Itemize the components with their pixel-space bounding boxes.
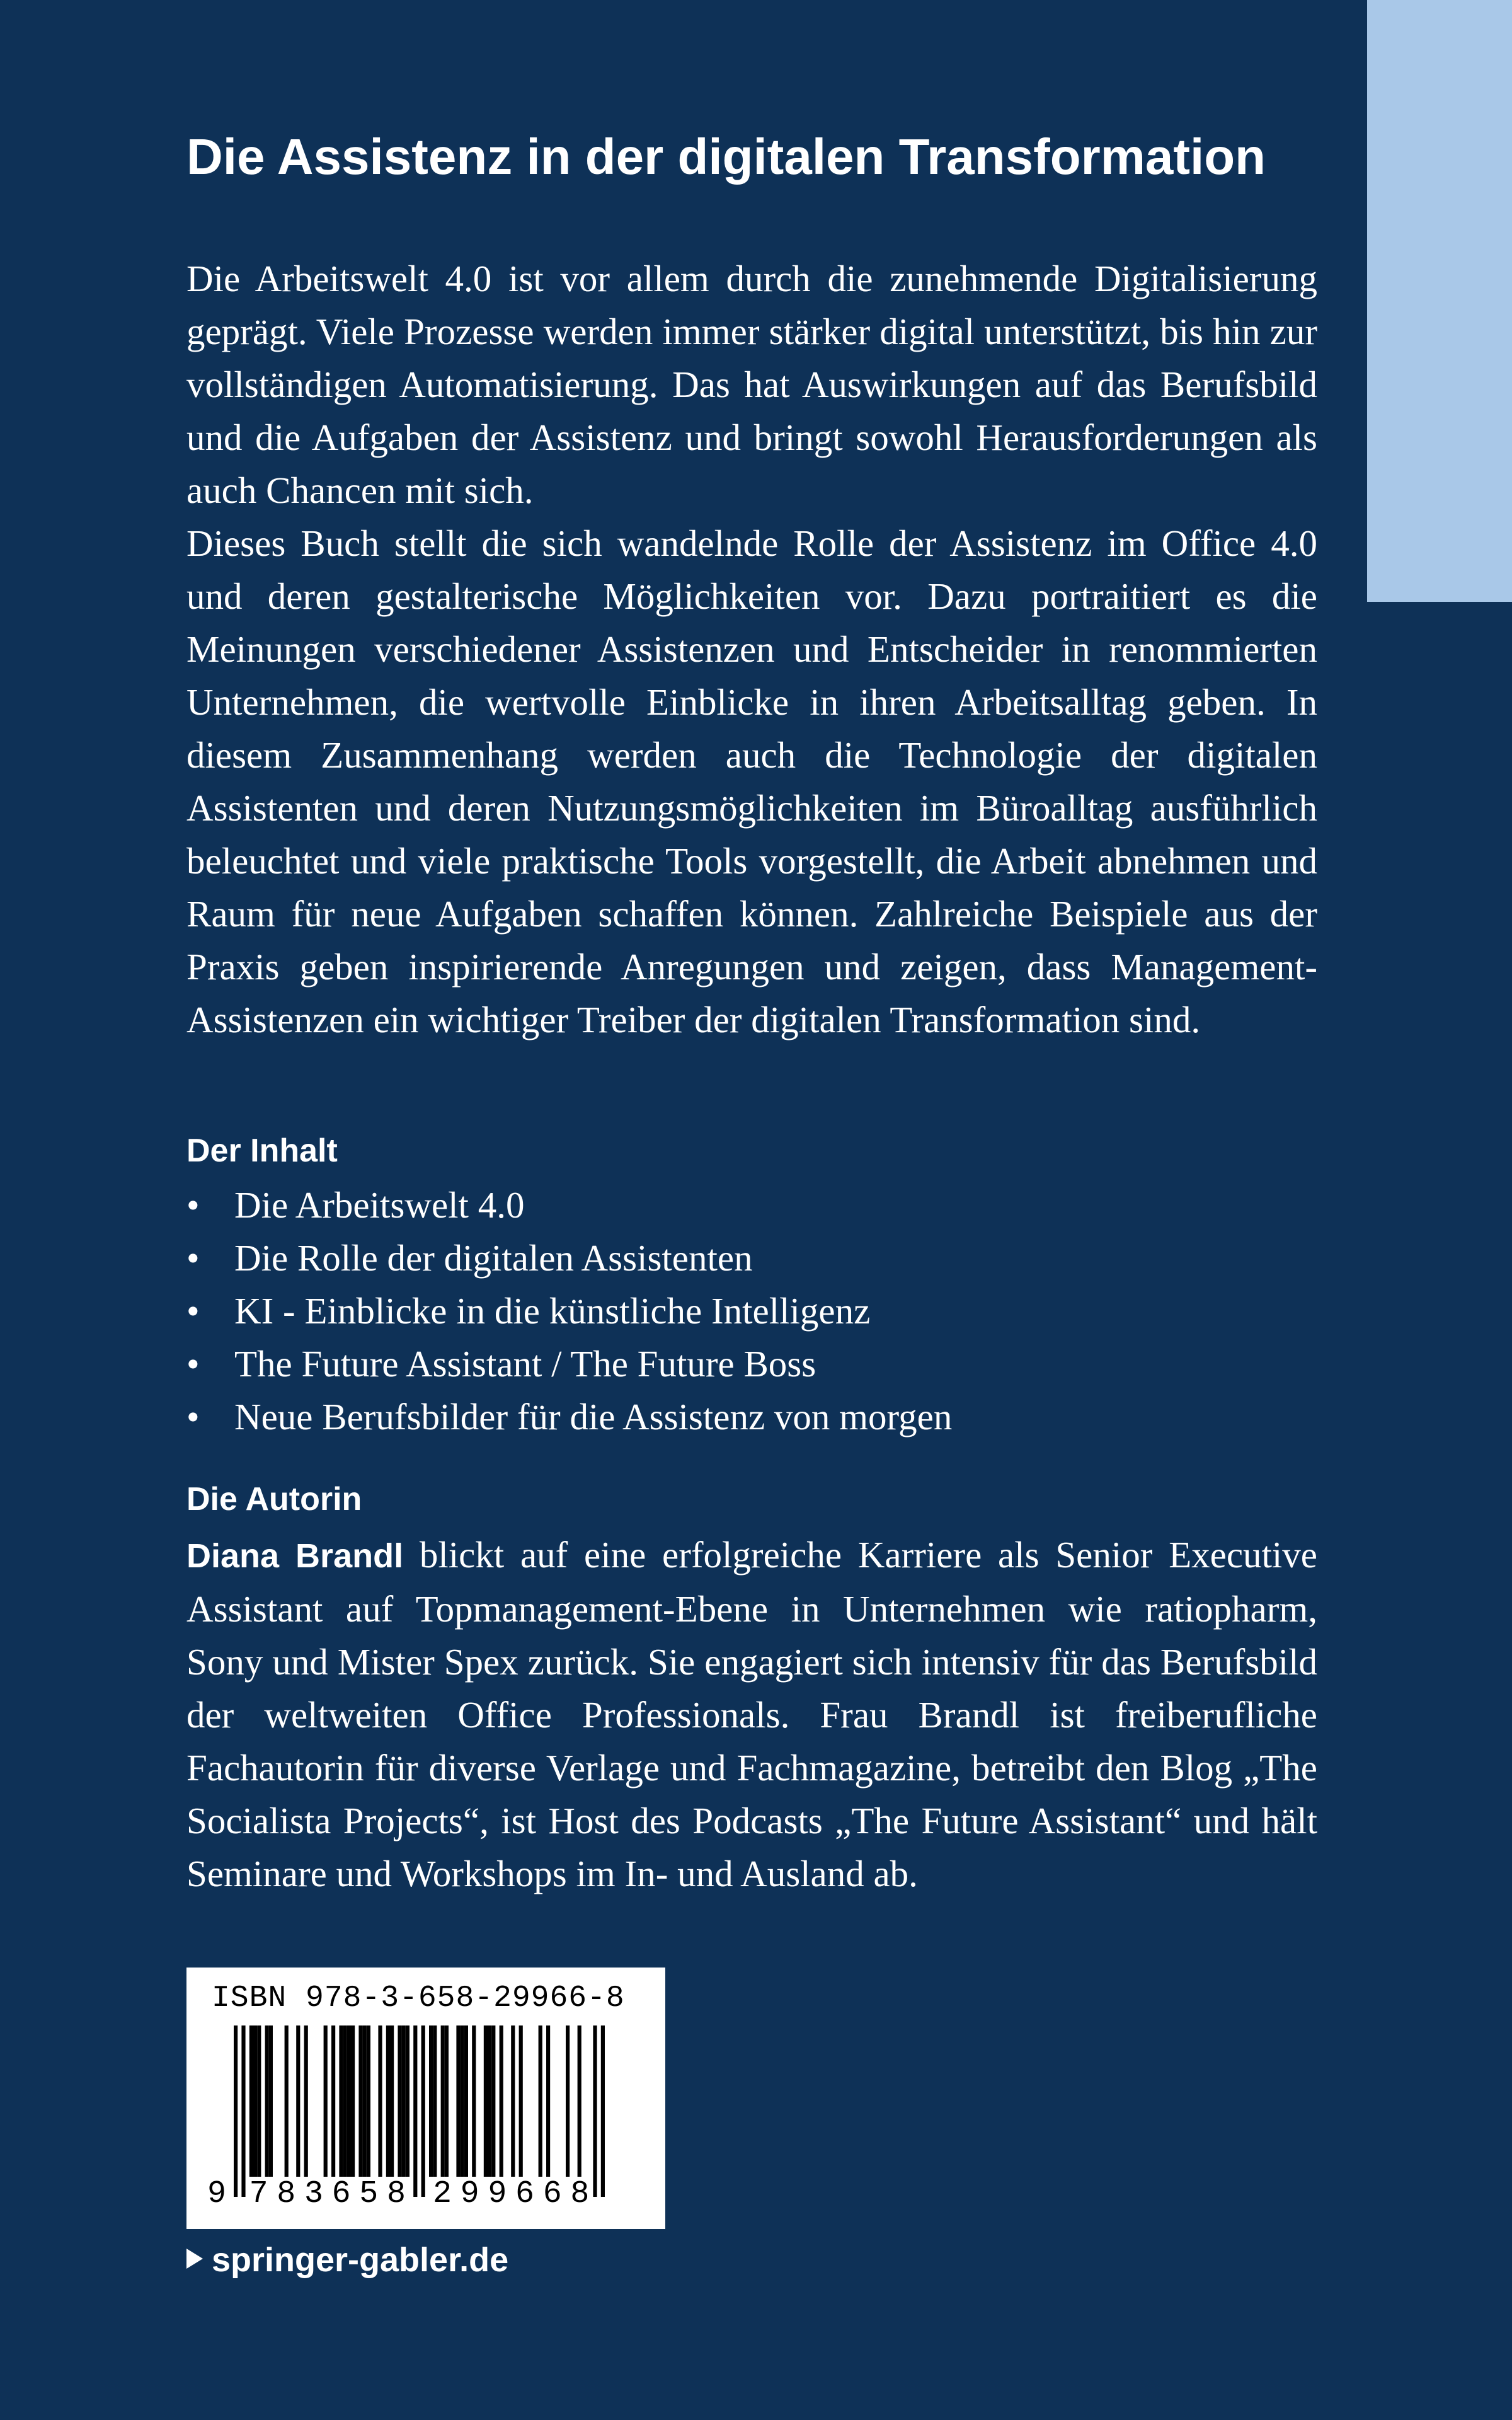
barcode-bar	[265, 2025, 269, 2177]
barcode-bar	[390, 2025, 394, 2177]
barcode-digits	[207, 2176, 589, 2212]
contents-item-label: Neue Berufsbilder für die Assistenz von morgen	[234, 1396, 953, 1438]
author-bio	[186, 1528, 1317, 1900]
barcode-bar	[378, 2025, 382, 2177]
contents-item	[186, 1284, 952, 1337]
barcode-bar	[343, 2025, 347, 2177]
contents-list	[186, 1178, 952, 1443]
barcode-bar	[358, 2025, 362, 2177]
book-description	[186, 252, 1317, 1046]
description-paragraph-2: Dieses Buch stellt die sich wandelnde Rolle der Assistenz im Office 4.0 und deren gestalterische Möglichkeiten vor. Dazu portraitiert es die Meinungen verschiedener Assistenzen und Entscheider in renommierten Unternehmen, die wertvolle Einblicke in ihren Arbeitsalltag geben. In diesem Zusammenhang werden auch die Technologie der digitalen Assistenten und deren Nutzungsmöglichkeiten im Büroalltag ausführlich beleuchtet und viele praktische Tools vorgestellt, die Arbeit abnehmen und Raum für neue Aufgaben schaffen können. Zahlreiche Beispiele aus der Praxis geben inspirierende Anregungen und zeigen, dass Management-Assistenzen ein wichtiger Treiber der digitalen Transformation sind.	[186, 522, 1317, 1040]
barcode-bar	[456, 2025, 460, 2177]
barcode-bar	[402, 2025, 406, 2177]
isbn-barcode	[186, 1968, 665, 2229]
barcode-bar	[539, 2025, 542, 2177]
barcode-bar	[441, 2025, 445, 2177]
bullet-icon: •	[186, 1343, 200, 1385]
barcode-bar	[484, 2025, 488, 2177]
author-bio-text: blickt auf eine erfolgreiche Karriere als Senior Executive Assistant auf Topmanagement-Ebene in Unternehmen wie ratiopharm, Sony und Mister Spex zurück. Sie engagiert sich intensiv für das Berufsbild der weltweiten Office Professionals. Frau Brandl ist freiberufliche Fachautorin für diverse Verlage und Fachmagazine, betreibt den Blog „The Socialista Projects“, ist Host des Podcasts „The Future Assistant“ und hält Seminare und Workshops im In- und Ausland ab.	[186, 1534, 1317, 1894]
publisher-url: springer-gabler.de	[212, 2241, 509, 2279]
author-name: Diana Brandl	[186, 1537, 404, 1575]
barcode-bar	[363, 2025, 367, 2177]
barcode-bar	[445, 2025, 449, 2177]
barcode-bar	[566, 2025, 570, 2177]
contents-item-label: The Future Assistant / The Future Boss	[234, 1343, 816, 1385]
contents-item-label: Die Arbeitswelt 4.0	[234, 1184, 525, 1226]
bullet-icon: •	[186, 1290, 200, 1332]
barcode-bar	[429, 2025, 433, 2177]
barcode-bar	[464, 2025, 468, 2177]
barcode-bar	[347, 2025, 351, 2177]
contents-item-label: KI - Einblicke in die künstliche Intelligenz	[234, 1290, 871, 1332]
author-heading: Die Autorin	[186, 1481, 362, 1518]
barcode-digit-group: 783658	[249, 2176, 406, 2212]
contents-item	[186, 1231, 952, 1284]
barcode-bar	[304, 2025, 308, 2177]
bullet-icon: •	[186, 1184, 200, 1226]
accent-band	[1367, 0, 1512, 602]
barcode-bar	[546, 2025, 550, 2177]
barcode-bar	[488, 2025, 491, 2177]
barcode-bar	[519, 2025, 523, 2177]
description-paragraph-1: Die Arbeitswelt 4.0 ist vor allem durch die zunehmende Digitalisierung geprägt. Viele Prozesse werden immer stärker digital unterstützt, bis hin zur vollständigen Automatisierung. Das hat Auswirkungen auf das Berufsbild und die Aufgaben der Assistenz und bringt sowohl Herausforderungen als auch Chancen mit sich.	[186, 258, 1317, 511]
barcode-bar	[339, 2025, 343, 2177]
barcode-bar	[269, 2025, 273, 2177]
barcode-bar	[324, 2025, 328, 2177]
publisher-link[interactable]	[186, 2240, 508, 2279]
barcode-digit-group: 9	[207, 2176, 227, 2212]
bullet-icon: •	[186, 1237, 200, 1279]
barcode-bar	[285, 2025, 289, 2177]
barcode-bar	[386, 2025, 390, 2177]
barcode-bar	[296, 2025, 300, 2177]
barcode-bar	[421, 2025, 425, 2197]
barcode-bar	[433, 2025, 437, 2177]
barcode-bar	[367, 2025, 370, 2177]
barcode-bar	[234, 2025, 238, 2197]
barcode-bar	[461, 2025, 464, 2177]
barcode-bar	[491, 2025, 495, 2177]
barcode-bar	[398, 2025, 401, 2177]
bullet-icon: •	[186, 1396, 200, 1438]
contents-item-label: Die Rolle der digitalen Assistenten	[234, 1237, 753, 1279]
barcode-bar	[253, 2025, 257, 2177]
contents-item	[186, 1178, 952, 1231]
barcode-bar	[500, 2025, 503, 2177]
barcode-bar	[472, 2025, 476, 2177]
barcode-bar	[241, 2025, 245, 2197]
barcode-bar	[413, 2025, 417, 2197]
barcode-bar	[406, 2025, 410, 2177]
barcode-bar	[578, 2025, 581, 2177]
barcode-bar	[601, 2025, 605, 2197]
barcode-bar	[331, 2025, 335, 2177]
contents-item	[186, 1337, 952, 1390]
book-title: Die Assistenz in der digitalen Transformation	[186, 129, 1266, 185]
barcode-digit-group: 299668	[433, 2176, 590, 2212]
barcode-bar	[249, 2025, 253, 2177]
barcode-graphic	[186, 1968, 665, 2229]
barcode-bar	[257, 2025, 261, 2177]
barcode-bar	[593, 2025, 597, 2197]
barcode-bar	[511, 2025, 515, 2177]
barcode-bars	[234, 2025, 605, 2197]
isbn-label: ISBN 978-3-658-29966-8	[212, 1981, 625, 2015]
contents-item	[186, 1390, 952, 1443]
contents-heading: Der Inhalt	[186, 1132, 338, 1169]
play-triangle-icon	[186, 2249, 203, 2269]
barcode-bar	[351, 2025, 355, 2177]
